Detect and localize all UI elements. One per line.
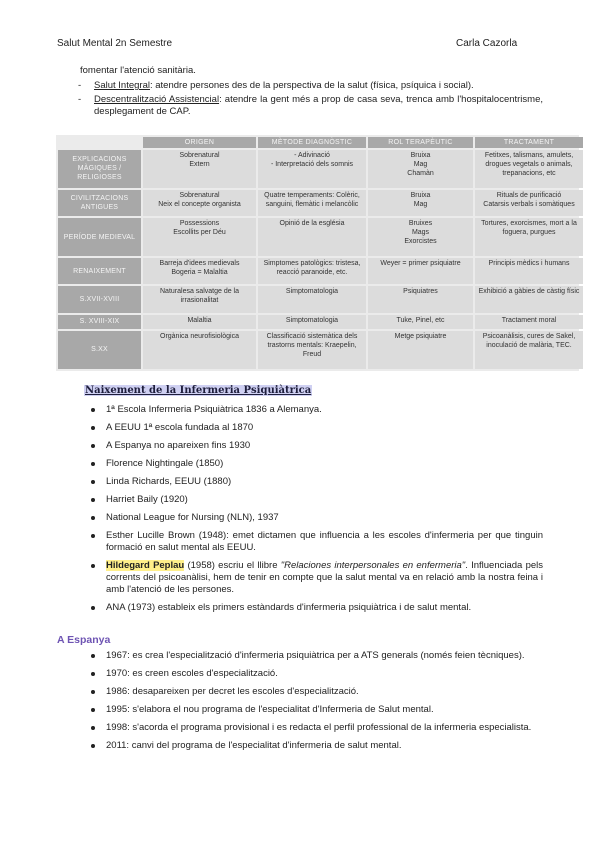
table-cell: Psicoanàlisis, cures de Sakel, inoculació de malària, TEC. [475, 331, 583, 369]
table-row [58, 258, 583, 284]
list-item [87, 530, 543, 554]
row-header: S.XX [58, 331, 141, 369]
list-item-text: . Influenciada pels corrents del psicoanàlisi, hem de tenir en compte que la salut mental va en relació amb la nostra feina i amb l'atenció de les persones. [106, 560, 543, 595]
dash-term: Salut Integral [94, 80, 150, 91]
list-item-text: Esther Lucille Brown (1948): emet dictamen que influencia a les escoles d'infermeria per que tinguin formació en salut mental als EEUU. [106, 530, 543, 553]
bullet-icon [91, 462, 95, 466]
header-subject: Salut Mental 2n Semestre [57, 38, 173, 49]
table-cell: Bruixes Mags Exorcistes [368, 218, 473, 256]
header-author: Carla Cazorla [456, 38, 518, 49]
bullet-icon [91, 690, 95, 694]
row-header: CIVILITZACIONS ANTIGUES [58, 190, 141, 216]
table-row [58, 190, 583, 216]
table-cell: Barreja d'idees medievals Bogeria = Malaltia [143, 258, 256, 284]
column-header: MÈTODE DIAGNÒSTIC [258, 137, 366, 148]
table-row [58, 218, 583, 256]
list-item-text: Harriet Baily (1920) [106, 494, 188, 505]
list-item-text: 2011: canvi del programa de l'especialitat d'infermeria de salut mental. [106, 740, 402, 751]
bullet-icon [91, 444, 95, 448]
bullet-icon [91, 426, 95, 430]
dash-item [78, 94, 543, 118]
section-title-naixement: Naixement de la Infermeria Psiquiàtrica [85, 385, 312, 396]
list-item [87, 422, 543, 434]
table-cell: Malaltia [143, 315, 256, 329]
list-item-text: 1995: s'elabora el nou programa de l'especialitat d'Infermeria de Salut mental. [106, 704, 434, 715]
table-cell: Classificació sistemàtica dels trastorns mentals: Kraepelin, Freud [258, 331, 366, 369]
list-item-text: ANA (1973) estableix els primers estàndards d'infermeria psiquiàtrica i de salut mental. [106, 602, 472, 613]
bullet-icon [91, 564, 95, 568]
table-cell: Bruixa Mag [368, 190, 473, 216]
table-cell: Tractament moral [475, 315, 583, 329]
table-cell: Fetitxes, talismans, amulets, drogues vegetals o animals, trepanacions, etc [475, 150, 583, 188]
dash-term: Descentralització Assistencial [94, 94, 220, 105]
table-cell: Simptomes patològics: tristesa, reacció paranoide, etc. [258, 258, 366, 284]
dash-marker: - [78, 94, 82, 105]
bullet-icon [91, 498, 95, 502]
table-cell: Possessions Escollits per Déu [143, 218, 256, 256]
highlighted-name: Hildegard Peplau [106, 560, 185, 571]
table-cell: - Adivinació - Interpretació dels somnis [258, 150, 366, 188]
list-item [87, 458, 543, 470]
list-item [87, 560, 543, 596]
table-cell: Opinió de la església [258, 218, 366, 256]
table-row [58, 286, 583, 312]
table-cell: Psiquiatres [368, 286, 473, 312]
dash-marker: - [78, 80, 82, 91]
espanya-list [87, 650, 543, 758]
list-item [87, 476, 543, 488]
row-header: EXPLICACIONS MÀGIQUES / RELIGIOSES [58, 150, 141, 188]
list-item-text: 1ª Escola Infermeria Psiquiàtrica 1836 a Alemanya. [106, 404, 322, 415]
table-cell: Orgànica neurofisiològica [143, 331, 256, 369]
bullet-icon [91, 606, 95, 610]
bullet-icon [91, 516, 95, 520]
column-header: ROL TERAPÈUTIC [368, 137, 473, 148]
list-item-text: (1958) escriu el llibre [184, 560, 281, 571]
list-item-text: National League for Nursing (NLN), 1937 [106, 512, 279, 523]
dash-text: : atendre la gent més a prop de casa seva, trenca amb l'hospitalocentrisme, desplegament de CAP. [94, 94, 544, 117]
list-item-text: Linda Richards, EEUU (1880) [106, 476, 232, 487]
bullet-icon [91, 408, 95, 412]
row-header: S.XVII-XVIII [58, 286, 141, 312]
dash-list [78, 80, 543, 120]
list-item [87, 704, 543, 716]
table-cell: Tuke, Pinel, etc [368, 315, 473, 329]
bullet-icon [91, 672, 95, 676]
list-item [87, 668, 543, 680]
table-cell: Principis mèdics i humans [475, 258, 583, 284]
list-item [87, 512, 543, 524]
row-header: PERÍODE MEDIEVAL [58, 218, 141, 256]
bullet-icon [91, 708, 95, 712]
dash-item [78, 80, 543, 92]
table-cell: Exhibició a gàbies de càstig físic [475, 286, 583, 312]
list-item [87, 440, 543, 452]
table-row [58, 315, 583, 329]
list-item [87, 650, 543, 662]
list-item-text: 1986: desapareixen per decret les escoles d'especialització. [106, 686, 359, 697]
table-cell: Simptomatologia [258, 315, 366, 329]
list-item [87, 404, 543, 416]
table-cell: Bruixa Mag Chamàn [368, 150, 473, 188]
table-cell: Rituals de purificació Catarsis verbals i somàtiques [475, 190, 583, 216]
bullet-icon [91, 744, 95, 748]
table-cell: Simptomatologia [258, 286, 366, 312]
list-item-text: 1967: es crea l'especialització d'infermeria psiquiàtrica per a ATS generals (només feien tècniques). [106, 650, 525, 661]
history-table-image [56, 135, 579, 371]
dash-text: : atendre persones des de la perspectiva de la salut (física, psíquica i social). [149, 80, 474, 91]
list-item-text: 1998: s'acorda el programa provisional i es redacta el perfil professional de la infermeria especialista. [106, 722, 532, 733]
list-item [87, 740, 543, 752]
bullet-icon [91, 726, 95, 730]
bullet-icon [91, 534, 95, 538]
table-row [58, 150, 583, 188]
bullet-icon [91, 654, 95, 658]
history-table [56, 135, 585, 371]
table-cell: Naturalesa salvatge de la irrasionalitat [143, 286, 256, 312]
table-cell: Quatre temperaments: Colèric, sanguini, flemàtic i melancòlic [258, 190, 366, 216]
table-cell: Metge psiquiatre [368, 331, 473, 369]
list-item [87, 602, 543, 614]
table-cell: Weyer = primer psiquiatre [368, 258, 473, 284]
naixement-list [87, 404, 543, 620]
table-row [58, 331, 583, 369]
book-title: "Relaciones interpersonales en enfermeria" [280, 560, 466, 571]
list-item-text: 1970: es creen escoles d'especialització. [106, 668, 278, 679]
column-header: ORIGEN [143, 137, 256, 148]
row-header: RENAIXEMENT [58, 258, 141, 284]
table-cell: Tortures, exorcismes, mort a la foguera, purgues [475, 218, 583, 256]
list-item [87, 686, 543, 698]
column-header: TRACTAMENT [475, 137, 583, 148]
table-corner [58, 137, 141, 148]
intro-line: fomentar l'atenció sanitària. [80, 65, 196, 76]
section-title-espanya: A Espanya [57, 634, 111, 646]
bullet-icon [91, 480, 95, 484]
list-item-text: A EEUU 1ª escola fundada al 1870 [106, 422, 254, 433]
list-item-text: A Espanya no apareixen fins 1930 [106, 440, 251, 451]
list-item [87, 722, 543, 734]
table-cell: Sobrenatural Extern [143, 150, 256, 188]
list-item [87, 494, 543, 506]
row-header: S. XVIII-XIX [58, 315, 141, 329]
table-cell: Sobrenatural Neix el concepte organista [143, 190, 256, 216]
list-item-text: Florence Nightingale (1850) [106, 458, 224, 469]
